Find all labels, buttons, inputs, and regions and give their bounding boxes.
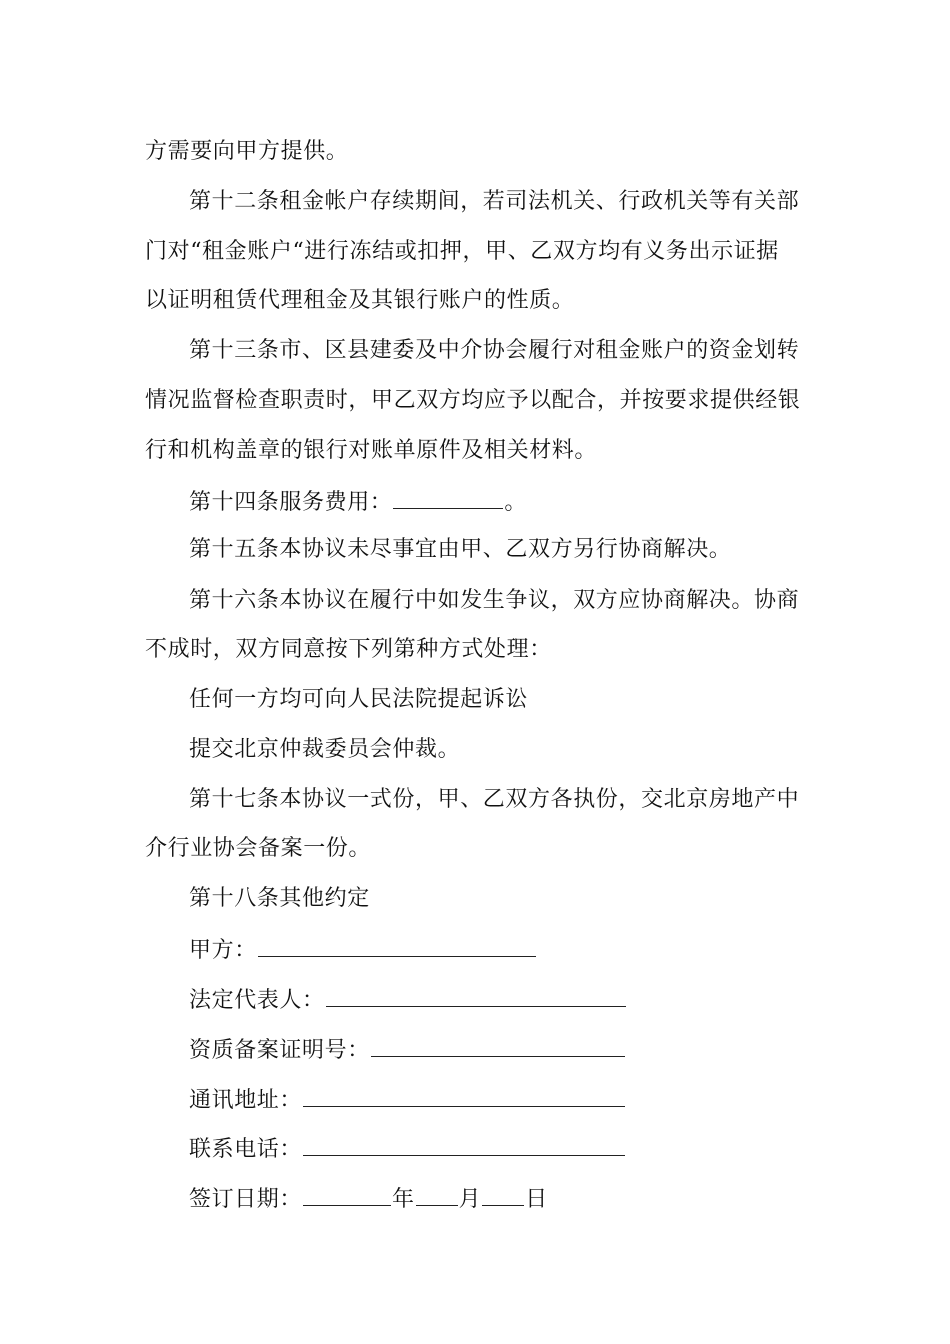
paragraph-line: 第十七条本协议一式份，甲、乙双方各执份，交北京房地产中: [189, 787, 800, 812]
paragraph-line: 门对“租金账户“进行冻结或扣押，甲、乙双方均有义务出示证据: [145, 239, 779, 264]
day-label: 日: [525, 1187, 548, 1212]
paragraph-line: 方需要向甲方提供。: [145, 139, 349, 164]
cert-no-label: 资质备案证明号：: [189, 1038, 370, 1063]
legal-rep-blank[interactable]: [326, 984, 626, 1007]
paragraph-line: 不成时，双方同意按下列第种方式处理：: [145, 637, 552, 662]
service-fee-line: [189, 486, 527, 518]
month-blank[interactable]: [416, 1183, 458, 1206]
phone-label: 联系电话：: [189, 1137, 303, 1162]
paragraph-line: 以证明租赁代理租金及其银行账户的性质。: [145, 288, 575, 313]
cert-no-blank[interactable]: [371, 1034, 625, 1057]
legal-rep-line: [189, 984, 627, 1016]
address-label: 通讯地址：: [189, 1088, 303, 1113]
paragraph-line: 情况监督检查职责时，甲乙双方均应予以配合，并按要求提供经银: [145, 388, 801, 413]
service-fee-blank[interactable]: [393, 486, 503, 509]
year-blank[interactable]: [303, 1183, 391, 1206]
phone-blank[interactable]: [303, 1133, 625, 1156]
party-a-label: 甲方：: [189, 938, 257, 963]
paragraph-line: 第十五条本协议未尽事宜由甲、乙双方另行协商解决。: [189, 537, 732, 562]
paragraph-line: 提交北京仲裁委员会仲裁。: [189, 737, 461, 762]
day-blank[interactable]: [482, 1183, 524, 1206]
party-a-blank[interactable]: [258, 934, 536, 957]
party-a-line: [189, 934, 537, 966]
paragraph-line: 第十二条租金帐户存续期间，若司法机关、行政机关等有关部: [189, 189, 800, 214]
paragraph-line: 第十三条市、区县建委及中介协会履行对租金账户的资金划转: [189, 338, 800, 363]
paragraph-line: 第十六条本协议在履行中如发生争议，双方应协商解决。协商: [189, 588, 800, 613]
service-fee-suffix: 。: [504, 490, 528, 515]
cert-no-line: [189, 1034, 626, 1066]
address-line: [189, 1084, 626, 1116]
service-fee-label: 第十四条服务费用：: [189, 490, 393, 515]
paragraph-line: 行和机构盖章的银行对账单原件及相关材料。: [145, 438, 598, 463]
address-blank[interactable]: [303, 1084, 625, 1107]
paragraph-line: 第十八条其他约定: [189, 886, 370, 911]
phone-line: [189, 1133, 626, 1165]
year-label: 年: [392, 1187, 415, 1212]
legal-rep-label: 法定代表人：: [189, 988, 325, 1013]
sign-date-label: 签订日期：: [189, 1187, 303, 1212]
paragraph-line: 介行业协会备案一份。: [145, 836, 372, 861]
paragraph-line: 任何一方均可向人民法院提起诉讼: [189, 687, 529, 712]
sign-date-line: [189, 1183, 548, 1215]
month-label: 月: [458, 1187, 482, 1212]
